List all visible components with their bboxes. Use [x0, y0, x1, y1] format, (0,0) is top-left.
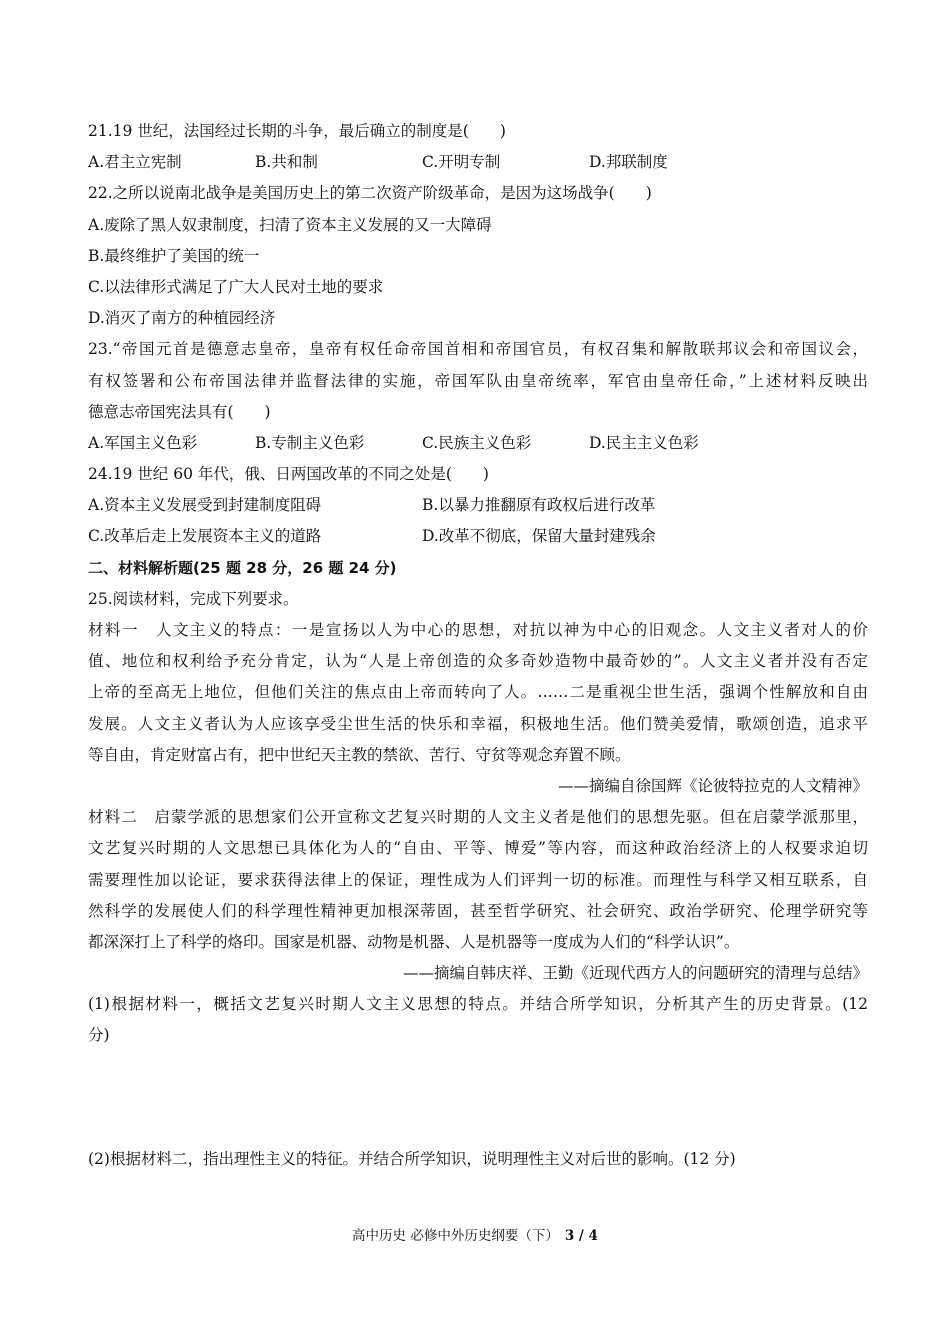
material-2-line-5: 都深深打上了科学的烙印。国家是机器、动物是机器、人是机器等一度成为人们的“科学认识”。 — [88, 932, 740, 951]
option-d: D.民主主义色彩 — [589, 433, 699, 452]
material-1-line-3: 上帝的至高无上地位，但他们关注的焦点由上帝而转向了人。……二是重视尘世生活，强调个性解放和自由 — [88, 683, 868, 702]
page-footer — [0, 1224, 950, 1244]
q21-stem: 21.19 世纪，法国经过长期的斗争，最后确立的制度是( ) — [88, 122, 506, 140]
material-2-line-3: 需要理性加以论证，要求获得法律上的保证，理性成为人们评判一切的标准。而理性与科学又相互联系，自 — [88, 870, 868, 889]
option-b: B.共和制 — [255, 153, 318, 172]
q25-intro: 25.阅读材料，完成下列要求。 — [88, 589, 299, 608]
option-b: B.以暴力推翻原有政权后进行改革 — [422, 496, 656, 515]
option-d: D.邦联制度 — [589, 153, 668, 172]
option-d: D.改革不彻底，保留大量封建残余 — [422, 527, 656, 546]
q23-line-2: 有权签署和公布帝国法律并监督法律的实施，帝国军队由皇帝统率，军官由皇帝任命，”上述材料反映出 — [88, 371, 868, 390]
material-1-line-4: 发展。人文主义者认为人应该享受尘世生活的快乐和幸福，积极地生活。他们赞美爱情，歌颂创造，追求平 — [88, 714, 868, 733]
option-a: A.资本主义发展受到封建制度阻碍 — [88, 496, 322, 515]
material-1-source: ——摘编自徐国辉《论彼特拉克的人文精神》 — [557, 776, 868, 795]
material-2-line-4: 然科学的发展使人们的科学理性精神更加根深蒂固，甚至哲学研究、社会研究、政治学研究、伦理学研究等 — [88, 901, 868, 920]
option-a: A.军国主义色彩 — [88, 433, 198, 452]
q25-1-line-2: 分) — [88, 1026, 110, 1045]
q23-options — [88, 428, 868, 459]
section-2-heading: 二、材料解析题(25 题 28 分，26 题 24 分) — [88, 558, 397, 577]
page-number: 3 / 4 — [564, 1228, 598, 1244]
footer-title: 高中历史 必修中外历史纲要（下） — [352, 1228, 559, 1244]
answer-space-extra — [88, 1112, 868, 1144]
option-b: B.专制主义色彩 — [255, 433, 365, 452]
q22-option-c: C.以法律形式满足了广大人民对土地的要求 — [88, 277, 384, 296]
option-c: C.开明专制 — [422, 153, 501, 172]
material-2-source: ——摘编自韩庆祥、王勤《近现代西方人的问题研究的清理与总结》 — [402, 964, 868, 983]
option-c: C.改革后走上发展资本主义的道路 — [88, 527, 322, 546]
material-2-line-1: 材料二 启蒙学派的思想家们公开宣称文艺复兴时期的人文主义者是他们的思想先驱。但在启蒙学派那里， — [88, 808, 868, 827]
q24-options-row-2 — [88, 521, 868, 552]
exam-page — [88, 116, 868, 1175]
q23-line-3: 德意志帝国宪法具有( ) — [88, 402, 271, 421]
material-1-line-5: 等自由，肯定财富占有，把中世纪天主教的禁欲、苦行、守贫等观念弃置不顾。 — [88, 745, 631, 764]
q22-stem: 22.之所以说南北战争是美国历史上的第二次资产阶级革命，是因为这场战争( ) — [88, 184, 652, 203]
q24-stem: 24.19 世纪 60 年代，俄、日两国改革的不同之处是( ) — [88, 465, 489, 484]
material-2-line-2: 文艺复兴时期的人文思想已具体化为人的“自由、平等、博爱”等内容，而这种政治经济上的人权要求迫切 — [88, 839, 868, 858]
q22-option-d: D.消灭了南方的种植园经济 — [88, 309, 276, 328]
option-c: C.民族主义色彩 — [422, 433, 532, 452]
q22-option-b: B.最终维护了美国的统一 — [88, 246, 260, 265]
q25-2: (2)根据材料二，指出理性主义的特征。并结合所学知识，说明理性主义对后世的影响。(12 分) — [88, 1149, 736, 1168]
q25-1-line-1: (1)根据材料一，概括文艺复兴时期人文主义思想的特点。并结合所学知识，分析其产生的历史背景。(12 — [88, 995, 868, 1014]
q24-options-row-1 — [88, 490, 868, 521]
q23-line-1: 23.“帝国元首是德意志皇帝，皇帝有权任命帝国首相和帝国官员，有权召集和解散联邦议会和帝国议会， — [88, 340, 868, 359]
answer-space — [88, 1052, 868, 1112]
q22-option-a: A.废除了黑人奴隶制度，扫清了资本主义发展的又一大障碍 — [88, 215, 492, 234]
q21-options — [88, 147, 868, 178]
option-a: A.君主立宪制 — [88, 153, 182, 172]
material-1-line-1: 材料一 人文主义的特点：一是宣扬以人为中心的思想，对抗以神为中心的旧观念。人文主义者对人的价 — [88, 621, 868, 639]
material-1-line-2: 值、地位和权利给予充分肯定，认为“人是上帝创造的众多奇妙造物中最奇妙的”。人文主义者并没有否定 — [88, 652, 868, 671]
